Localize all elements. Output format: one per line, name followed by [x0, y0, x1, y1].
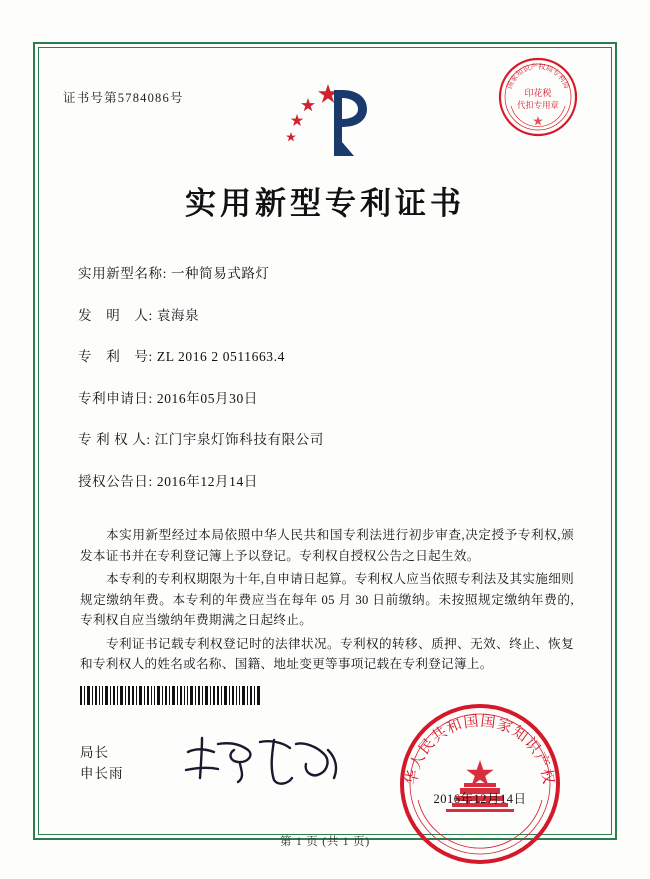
- svg-text:中华人民共和国国家知识产权局: 华人民共和国国家知识产权: [403, 713, 557, 787]
- legal-paragraph: 专利证书记载专利权登记时的法律状况。专利权的转移、质押、无效、终止、恢复和专利权人的姓名或名称、国籍、地址变更等事项记载在专利登记簿上。: [80, 636, 574, 671]
- field-label: 专 利 号:: [78, 349, 153, 364]
- field-row: [78, 345, 578, 365]
- svg-text:代扣专用章: 代扣专用章: [517, 101, 559, 110]
- field-value: ZL 2016 2 0511663.4: [156, 349, 285, 364]
- legal-paragraph: 本专利的专利权期限为十年,自申请日起算。专利权人应当依照专利法及其实施细则规定缴纳年费。本专利的年费应当在每年 05 月 30 日前缴纳。未按照规定缴纳年费的,专利权自应当缴纳年费期满之日起终止。: [80, 572, 574, 627]
- field-label: 发 明 人:: [78, 307, 153, 323]
- field-label: 专利申请日:: [78, 390, 153, 406]
- legal-paragraph: 本实用新型经过本局依照中华人民共和国专利法进行初步审查,决定授予专利权,颁发本证书并在专利登记簿上予以登记。专利权自授权公告之日起生效。: [80, 528, 574, 563]
- field-label: 专 利 权 人:: [78, 432, 151, 447]
- signature-block: [80, 742, 124, 784]
- field-value: 2016年12月14日: [156, 473, 258, 489]
- field-row: [78, 470, 578, 490]
- certificate-fields: [78, 262, 578, 511]
- field-row: [78, 387, 578, 407]
- field-value: 一种简易式路灯: [170, 266, 270, 281]
- seal-date: 2016年12月14日: [433, 792, 527, 806]
- field-row: [78, 262, 578, 282]
- page-title: 实用新型专利证书: [185, 186, 465, 221]
- svg-text:国家知识产权局专利局: 国家知识产权局专利局: [505, 62, 571, 90]
- legal-body-text: [80, 525, 574, 678]
- signature-role-label: 局长: [80, 745, 109, 760]
- field-label: 实用新型名称:: [78, 266, 167, 281]
- certificate-number: 证书号第5784086号: [63, 91, 184, 105]
- handwritten-signature: [178, 730, 348, 790]
- svg-text:印花税: 印花税: [524, 88, 552, 98]
- field-value: 2016年05月30日: [156, 390, 258, 406]
- signature-name: 申长雨: [80, 766, 124, 781]
- field-value: 袁海泉: [156, 307, 200, 323]
- stamp-duty-seal: [497, 56, 579, 138]
- field-row: [78, 428, 578, 448]
- field-value: 江门宇泉灯饰科技有限公司: [154, 432, 324, 447]
- barcode: [80, 686, 260, 705]
- field-row: [78, 304, 578, 324]
- patent-emblem-icon: [272, 78, 382, 156]
- page-footer: 第 1 页 (共 1 页): [280, 836, 370, 848]
- field-label: 授权公告日:: [78, 473, 153, 489]
